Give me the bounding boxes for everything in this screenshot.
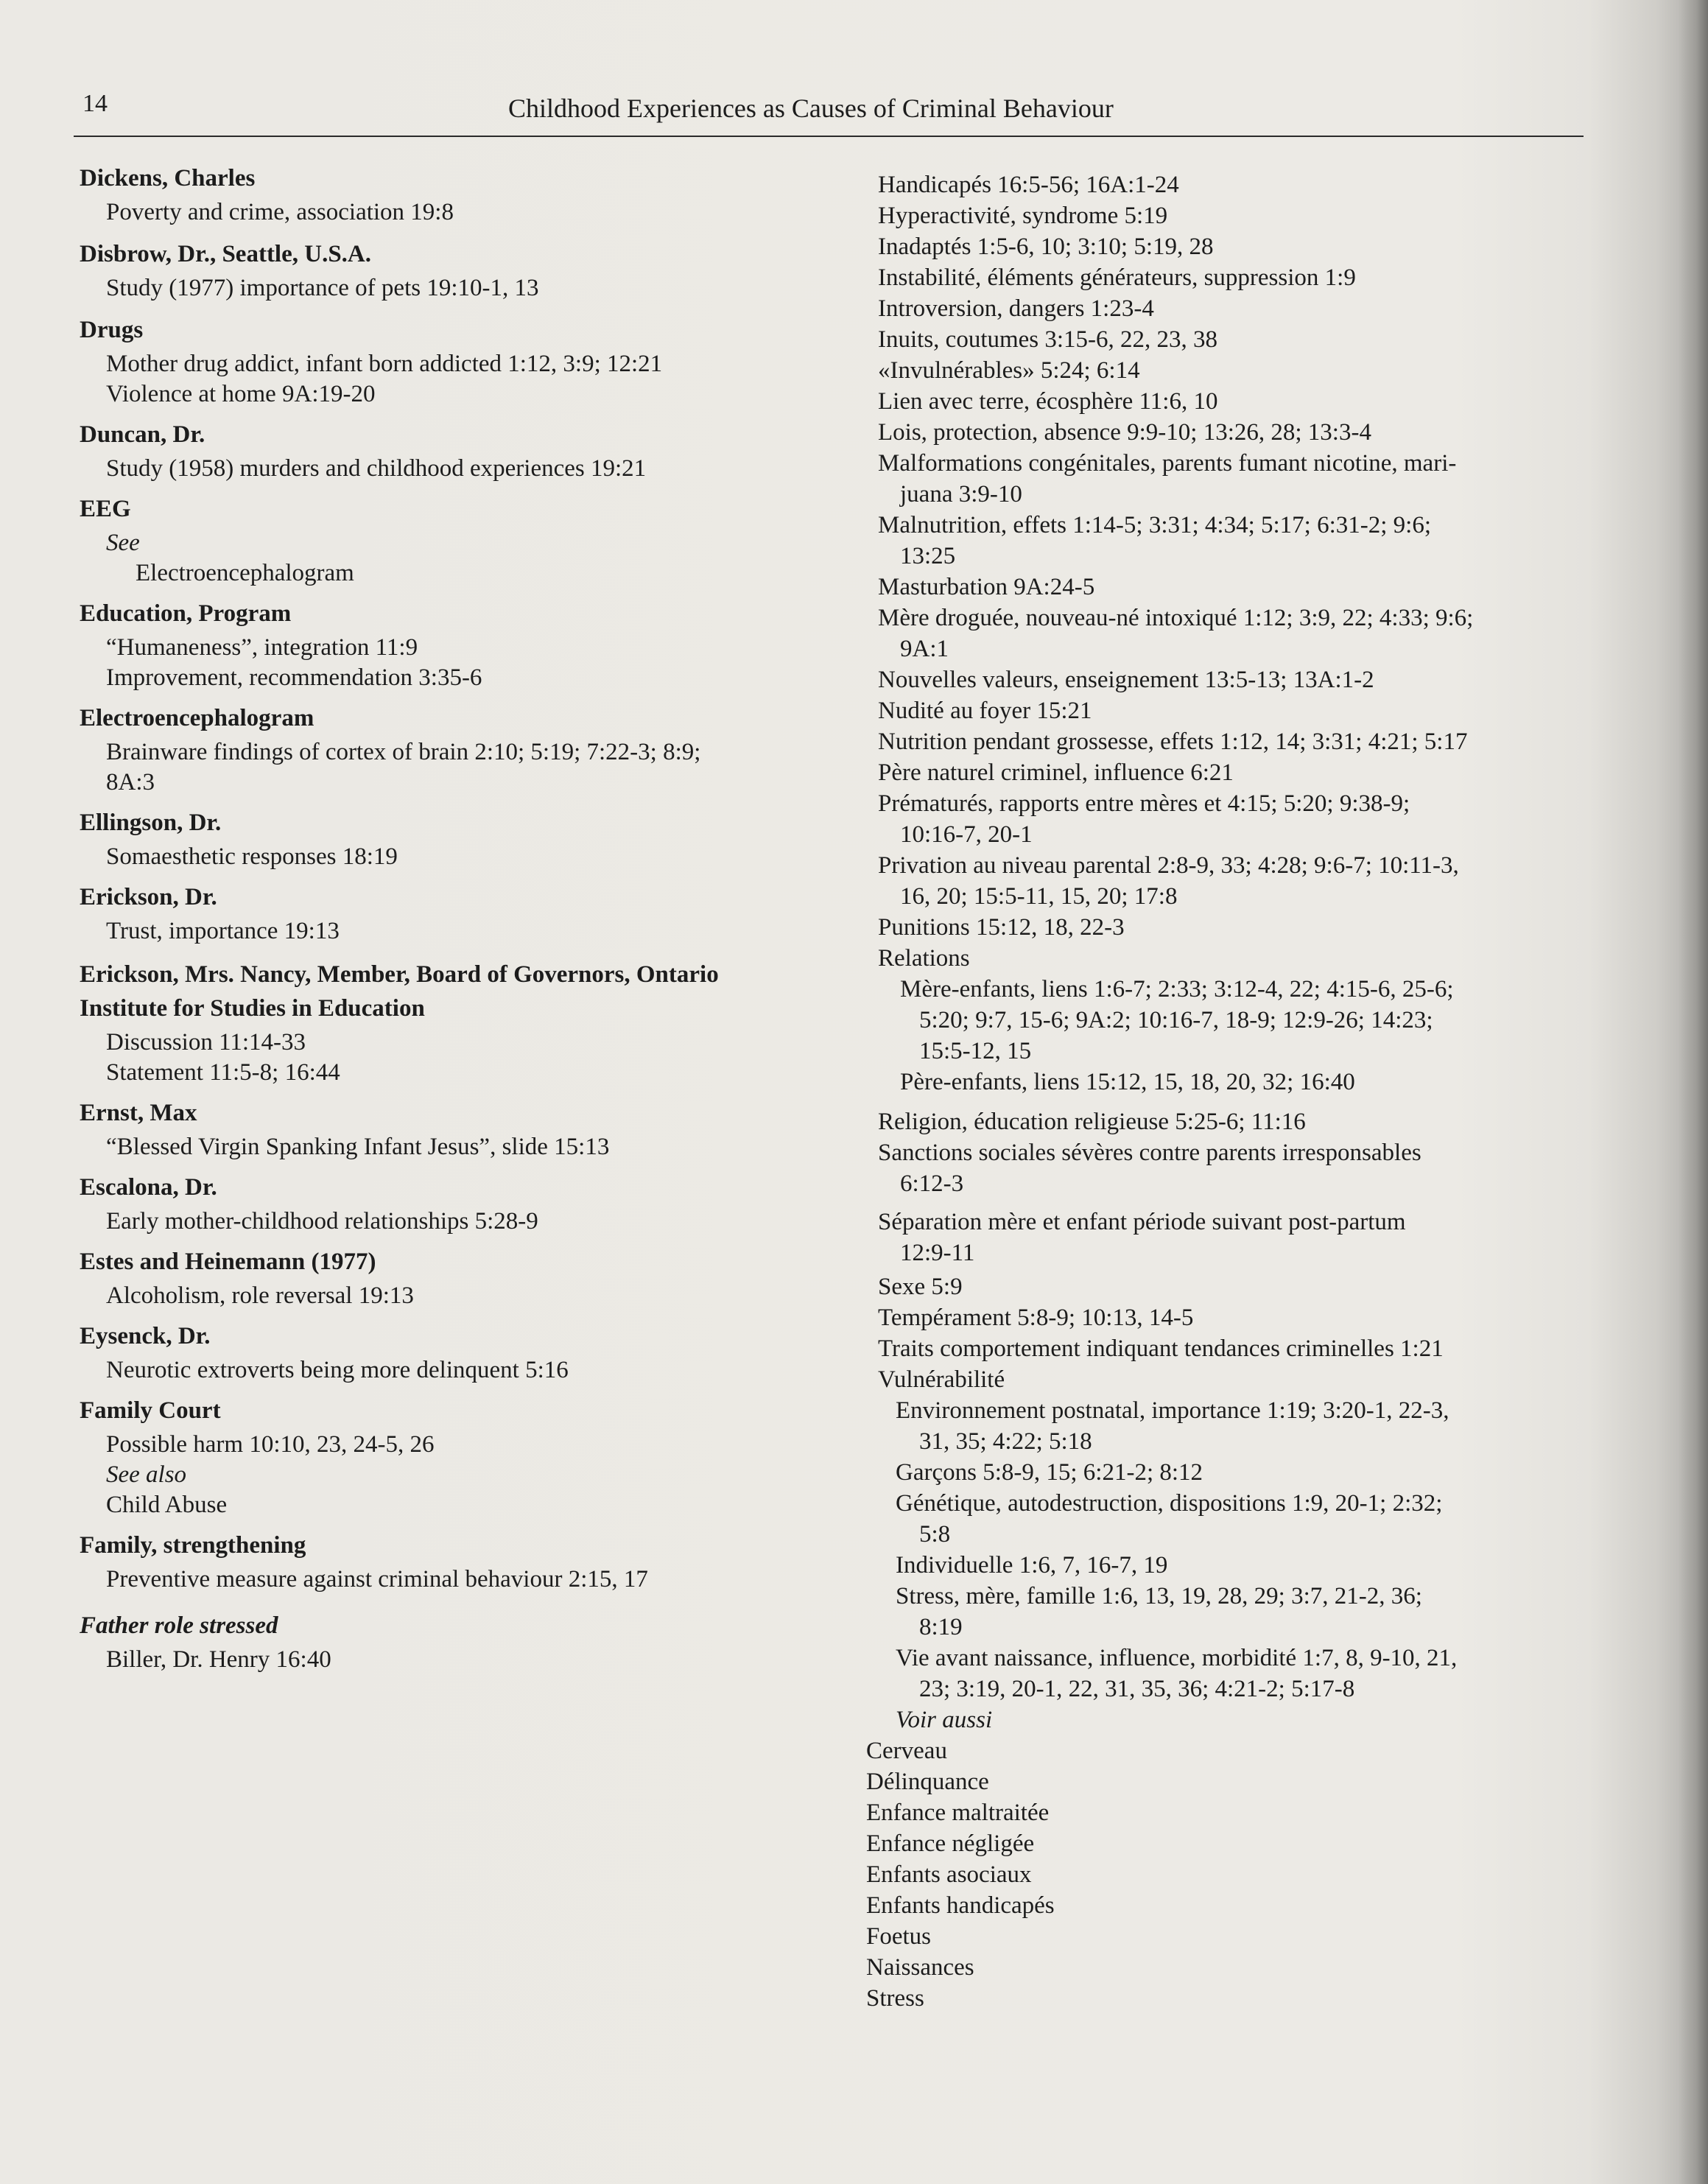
entry-heading: Father role stressed — [80, 1612, 278, 1639]
index-line: Privation au niveau parental 2:8-9, 33; 4:28; 9:6-7; 10:11-3, — [878, 852, 1459, 879]
voir-aussi-label: Voir aussi — [896, 1707, 993, 1733]
running-title: Childhood Experiences as Causes of Criminal Behaviour — [508, 94, 1114, 123]
index-line: 13:25 — [900, 543, 956, 569]
index-line: Traits comportement indiquant tendances criminelles 1:21 — [878, 1335, 1444, 1362]
see-reference-label: See — [106, 530, 140, 556]
index-entry — [80, 703, 816, 798]
index-line: Malnutrition, effets 1:14-5; 3:31; 4:34; 5:17; 6:31-2; 9:6; — [878, 512, 1432, 538]
entry-subheading: Study (1958) murders and childhood experiences 19:21 — [106, 455, 647, 482]
index-subline: Environnement postnatal, importance 1:19; 3:20-1, 22-3, — [896, 1397, 1449, 1424]
index-entry — [80, 808, 816, 872]
entry-subheading: “Humaneness”, integration 11:9 — [106, 634, 418, 661]
index-subline: Stress, mère, famille 1:6, 13, 19, 28, 29; 3:7, 21-2, 36; — [896, 1583, 1422, 1609]
entry-subheading: Mother drug addict, infant born addicted 1:12, 3:9; 12:21 — [106, 351, 663, 377]
see-reference-target: Electroencephalogram — [136, 560, 354, 586]
entry-heading: Ernst, Max — [80, 1100, 197, 1126]
index-line: Sexe 5:9 — [878, 1274, 963, 1300]
index-entry — [80, 1611, 816, 1675]
entry-heading: Ellingson, Dr. — [80, 810, 222, 836]
index-subline: Mère-enfants, liens 1:6-7; 2:33; 3:12-4, 22; 4:15-6, 25-6; — [900, 976, 1454, 1003]
index-line: 10:16-7, 20-1 — [900, 821, 1033, 848]
index-line: 6:12-3 — [900, 1170, 964, 1197]
index-line: Lien avec terre, écosphère 11:6, 10 — [878, 388, 1218, 415]
entry-subheading: Poverty and crime, association 19:8 — [106, 199, 454, 225]
index-entry — [80, 1173, 816, 1237]
index-line: Nutrition pendant grossesse, effets 1:12, 14; 3:31; 4:21; 5:17 — [878, 728, 1468, 755]
voir-aussi-item: Enfants asociaux — [866, 1861, 1032, 1888]
index-line: Mère droguée, nouveau-né intoxiqué 1:12; 3:9, 22; 4:33; 9:6; — [878, 605, 1474, 631]
left-index-column — [80, 164, 816, 1687]
entry-subheading: Violence at home 9A:19-20 — [106, 381, 376, 407]
index-line: Père naturel criminel, influence 6:21 — [878, 759, 1234, 786]
entry-subheading: “Blessed Virgin Spanking Infant Jesus”, slide 15:13 — [106, 1134, 610, 1160]
entry-subheading: 8A:3 — [106, 769, 155, 796]
index-line: Inuits, coutumes 3:15-6, 22, 23, 38 — [878, 326, 1218, 353]
index-line: 12:9-11 — [900, 1240, 975, 1266]
index-entry — [80, 1396, 816, 1520]
voir-aussi-item: Foetus — [866, 1923, 932, 1950]
entry-heading: Escalona, Dr. — [80, 1174, 217, 1201]
index-subline: 8:19 — [919, 1614, 963, 1640]
index-subline: 5:20; 9:7, 15-6; 9A:2; 10:16-7, 18-9; 12:9-26; 14:23; — [919, 1007, 1433, 1033]
index-subline: 31, 35; 4:22; 5:18 — [919, 1428, 1092, 1455]
entry-subheading: Discussion 11:14-33 — [106, 1029, 306, 1056]
entry-heading: Drugs — [80, 317, 144, 343]
see-also-label: See also — [106, 1461, 187, 1488]
entry-subheading: Preventive measure against criminal behaviour 2:15, 17 — [106, 1566, 648, 1593]
entry-heading: Electroencephalogram — [80, 705, 314, 731]
index-line: Séparation mère et enfant période suivant post-partum — [878, 1209, 1406, 1235]
entry-heading: EEG — [80, 496, 131, 522]
voir-aussi-item: Naissances — [866, 1954, 974, 1981]
index-entry — [80, 420, 816, 484]
entry-subheading: Improvement, recommendation 3:35-6 — [106, 664, 482, 691]
index-entry — [80, 164, 816, 228]
index-subline: Père-enfants, liens 15:12, 15, 18, 20, 32; 16:40 — [900, 1069, 1355, 1095]
page-edge-shadow — [1679, 0, 1708, 2184]
see-also-target: Child Abuse — [106, 1492, 228, 1518]
entry-heading: Duncan, Dr. — [80, 421, 205, 448]
index-line: Religion, éducation religieuse 5:25-6; 11:16 — [878, 1109, 1306, 1135]
index-subline: 23; 3:19, 20-1, 22, 31, 35, 36; 4:21-2; 5:17-8 — [919, 1676, 1355, 1702]
entry-subheading: Brainware findings of cortex of brain 2:10; 5:19; 7:22-3; 8:9; — [106, 739, 701, 765]
entry-heading: Erickson, Mrs. Nancy, Member, Board of Governors, Ontario — [80, 961, 719, 988]
index-entry — [80, 239, 816, 303]
index-line: juana 3:9-10 — [900, 481, 1022, 508]
index-line: 9A:1 — [900, 636, 949, 662]
index-line: Punitions 15:12, 18, 22-3 — [878, 914, 1125, 941]
page-number: 14 — [82, 90, 108, 117]
voir-aussi-item: Enfance maltraitée — [866, 1799, 1050, 1826]
index-line: «Invulnérables» 5:24; 6:14 — [878, 357, 1140, 384]
index-line: Hyperactivité, syndrome 5:19 — [878, 203, 1168, 229]
index-line: Inadaptés 1:5-6, 10; 3:10; 5:19, 28 — [878, 234, 1214, 260]
index-entry — [80, 882, 816, 947]
index-line: Lois, protection, absence 9:9-10; 13:26, 28; 13:3-4 — [878, 419, 1371, 446]
index-line: Vulnérabilité — [878, 1366, 1005, 1393]
index-line: Nudité au foyer 15:21 — [878, 698, 1092, 724]
index-subline: Génétique, autodestruction, dispositions 1:9, 20-1; 2:32; — [896, 1490, 1443, 1517]
index-entry — [80, 1098, 816, 1162]
entry-heading: Disbrow, Dr., Seattle, U.S.A. — [80, 241, 372, 267]
index-subline: Individuelle 1:6, 7, 16-7, 19 — [896, 1552, 1168, 1579]
index-line: 16, 20; 15:5-11, 15, 20; 17:8 — [900, 883, 1178, 910]
index-entry — [80, 315, 816, 410]
index-line: Relations — [878, 945, 970, 972]
entry-heading: Family, strengthening — [80, 1532, 306, 1559]
entry-subheading: Biller, Dr. Henry 16:40 — [106, 1646, 331, 1673]
right-index-column — [866, 169, 1581, 2014]
index-line: Sanctions sociales sévères contre parents irresponsables — [878, 1140, 1421, 1166]
entry-subheading: Neurotic extroverts being more delinquent 5:16 — [106, 1357, 569, 1383]
entry-heading: Education, Program — [80, 600, 292, 627]
entry-subheading: Statement 11:5-8; 16:44 — [106, 1059, 340, 1086]
index-entry — [80, 599, 816, 693]
entry-heading: Eysenck, Dr. — [80, 1323, 211, 1349]
index-entry — [80, 960, 816, 1088]
entry-heading-continued: Institute for Studies in Education — [80, 995, 425, 1022]
page-header — [74, 90, 1584, 137]
entry-heading: Dickens, Charles — [80, 165, 256, 192]
index-entry — [80, 1247, 816, 1311]
voir-aussi-item: Enfance négligée — [866, 1830, 1035, 1857]
index-line: Handicapés 16:5-56; 16A:1-24 — [878, 172, 1179, 198]
entry-subheading: Trust, importance 19:13 — [106, 918, 340, 944]
voir-aussi-item: Stress — [866, 1985, 924, 2012]
entry-subheading: Alcoholism, role reversal 19:13 — [106, 1282, 414, 1309]
entry-subheading: Study (1977) importance of pets 19:10-1, 13 — [106, 275, 539, 301]
index-line: Introversion, dangers 1:23-4 — [878, 295, 1154, 322]
index-line: Masturbation 9A:24-5 — [878, 574, 1095, 600]
index-subline: 15:5-12, 15 — [919, 1038, 1032, 1064]
index-subline: Garçons 5:8-9, 15; 6:21-2; 8:12 — [896, 1459, 1203, 1486]
index-subline: Vie avant naissance, influence, morbidité 1:7, 8, 9-10, 21, — [896, 1645, 1458, 1671]
entry-subheading: Early mother-childhood relationships 5:28-9 — [106, 1208, 538, 1235]
index-subline: 5:8 — [919, 1521, 951, 1548]
entry-heading: Erickson, Dr. — [80, 884, 217, 910]
voir-aussi-item: Délinquance — [866, 1769, 989, 1795]
entry-subheading: Somaesthetic responses 18:19 — [106, 843, 398, 870]
index-line: Malformations congénitales, parents fumant nicotine, mari- — [878, 450, 1457, 477]
voir-aussi-item: Enfants handicapés — [866, 1892, 1055, 1919]
index-entry — [80, 494, 816, 589]
index-line: Nouvelles valeurs, enseignement 13:5-13; 13A:1-2 — [878, 667, 1374, 693]
index-line: Instabilité, éléments générateurs, suppression 1:9 — [878, 264, 1356, 291]
index-line: Tempérament 5:8-9; 10:13, 14-5 — [878, 1305, 1194, 1331]
index-entry — [80, 1531, 816, 1595]
entry-subheading: Possible harm 10:10, 23, 24-5, 26 — [106, 1431, 435, 1458]
entry-heading: Estes and Heinemann (1977) — [80, 1249, 376, 1275]
voir-aussi-item: Cerveau — [866, 1738, 947, 1764]
index-entry — [80, 1321, 816, 1386]
index-line: Prématurés, rapports entre mères et 4:15; 5:20; 9:38-9; — [878, 790, 1410, 817]
entry-heading: Family Court — [80, 1397, 221, 1424]
